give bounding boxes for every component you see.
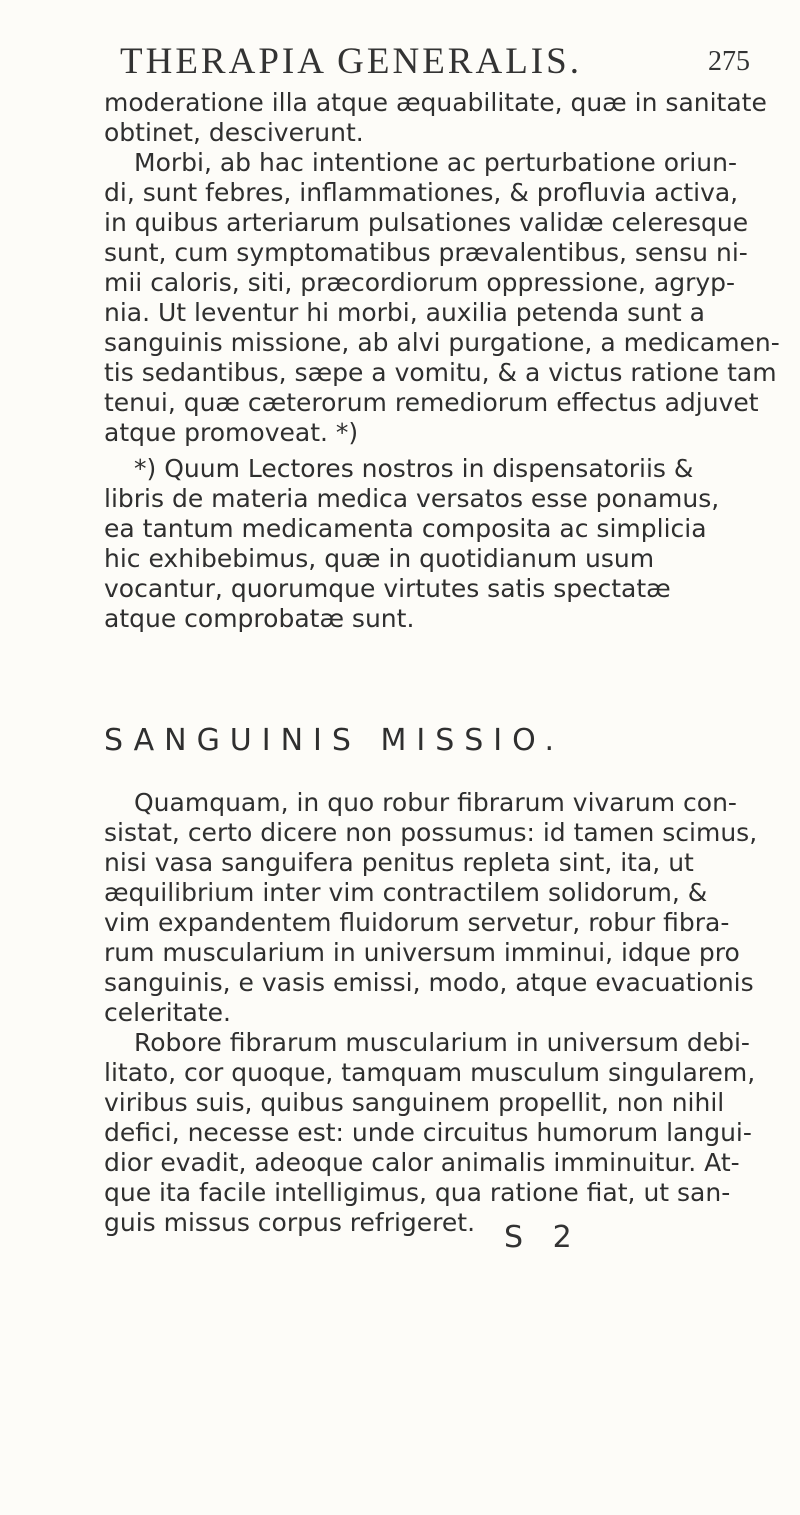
footnote-line: *) Quum Lectores nostros in dispensatoriis &	[134, 454, 694, 483]
text-line: rum muscularium in universum imminui, idque pro	[104, 938, 740, 967]
footnote-line: atque comprobatæ sunt.	[104, 604, 415, 633]
text-line: tenui, quæ cæterorum remediorum effectus adjuvet	[104, 388, 759, 417]
running-head	[120, 40, 760, 88]
section-heading: SANGUINIS MISSIO.	[104, 723, 565, 758]
text-line: sanguinis missione, ab alvi purgatione, a medicamen-	[104, 328, 780, 357]
text-line: sanguinis, e vasis emissi, modo, atque evacuationis	[104, 968, 754, 997]
text-line: Quamquam, in quo robur fibrarum vivarum con-	[134, 788, 737, 817]
text-line: Robore fibrarum muscularium in universum debi-	[134, 1028, 750, 1057]
text-line: sunt, cum symptomatibus prævalentibus, sensu ni-	[104, 238, 748, 267]
text-line: atque promoveat. *)	[104, 418, 359, 447]
text-line: sistat, certo dicere non possumus: id tamen scimus,	[104, 818, 758, 847]
text-line: litato, cor quoque, tamquam musculum singularem,	[104, 1058, 756, 1087]
section-text	[104, 788, 764, 1238]
text-line: moderatione illa atque æquabilitate, quæ in sanitate	[104, 88, 767, 117]
text-line: di, sunt febres, inflammationes, & profluvia activa,	[104, 178, 739, 207]
text-line: in quibus arteriarum pulsationes validæ celeresque	[104, 208, 749, 237]
text-line: que ita facile intelligimus, qua ratione fiat, ut san-	[104, 1178, 731, 1207]
text-line: vim expandentem fluidorum servetur, robur fibra-	[104, 908, 730, 937]
footnote-line: libris de materia medica versatos esse ponamus,	[104, 484, 720, 513]
text-line: viribus suis, quibus sanguinem propellit, non nihil	[104, 1088, 725, 1117]
footnote-line: hic exhibebimus, quæ in quotidianum usum	[104, 544, 655, 573]
text-line: guis missus corpus refrigeret.	[104, 1208, 476, 1237]
text-line: dior evadit, adeoque calor animalis imminuitur. At-	[104, 1148, 740, 1177]
page-number: 275	[708, 46, 750, 77]
running-title: THERAPIA GENERALIS.	[120, 41, 582, 82]
text-line: nia. Ut leventur hi morbi, auxilia petenda sunt a	[104, 298, 705, 327]
text-line: celeritate.	[104, 998, 231, 1027]
text-line: nisi vasa sanguifera penitus repleta sint, ita, ut	[104, 848, 694, 877]
text-line: defici, necesse est: unde circuitus humorum langui-	[104, 1118, 752, 1147]
text-line: obtinet, desciverunt.	[104, 118, 364, 147]
text-line: æquilibrium inter vim contractilem solidorum, &	[104, 878, 708, 907]
body-text	[104, 88, 780, 634]
footnote-line: ea tantum medicamenta composita ac simplicia	[104, 514, 707, 543]
signature-mark: S 2	[504, 1220, 582, 1255]
footnote-line: vocantur, quorumque virtutes satis spectatæ	[104, 574, 671, 603]
text-line: Morbi, ab hac intentione ac perturbatione oriun-	[134, 148, 737, 177]
text-line: tis sedantibus, sæpe a vomitu, & a victus ratione tam	[104, 358, 777, 387]
text-line: mii caloris, siti, præcordiorum oppressione, agryp-	[104, 268, 736, 297]
